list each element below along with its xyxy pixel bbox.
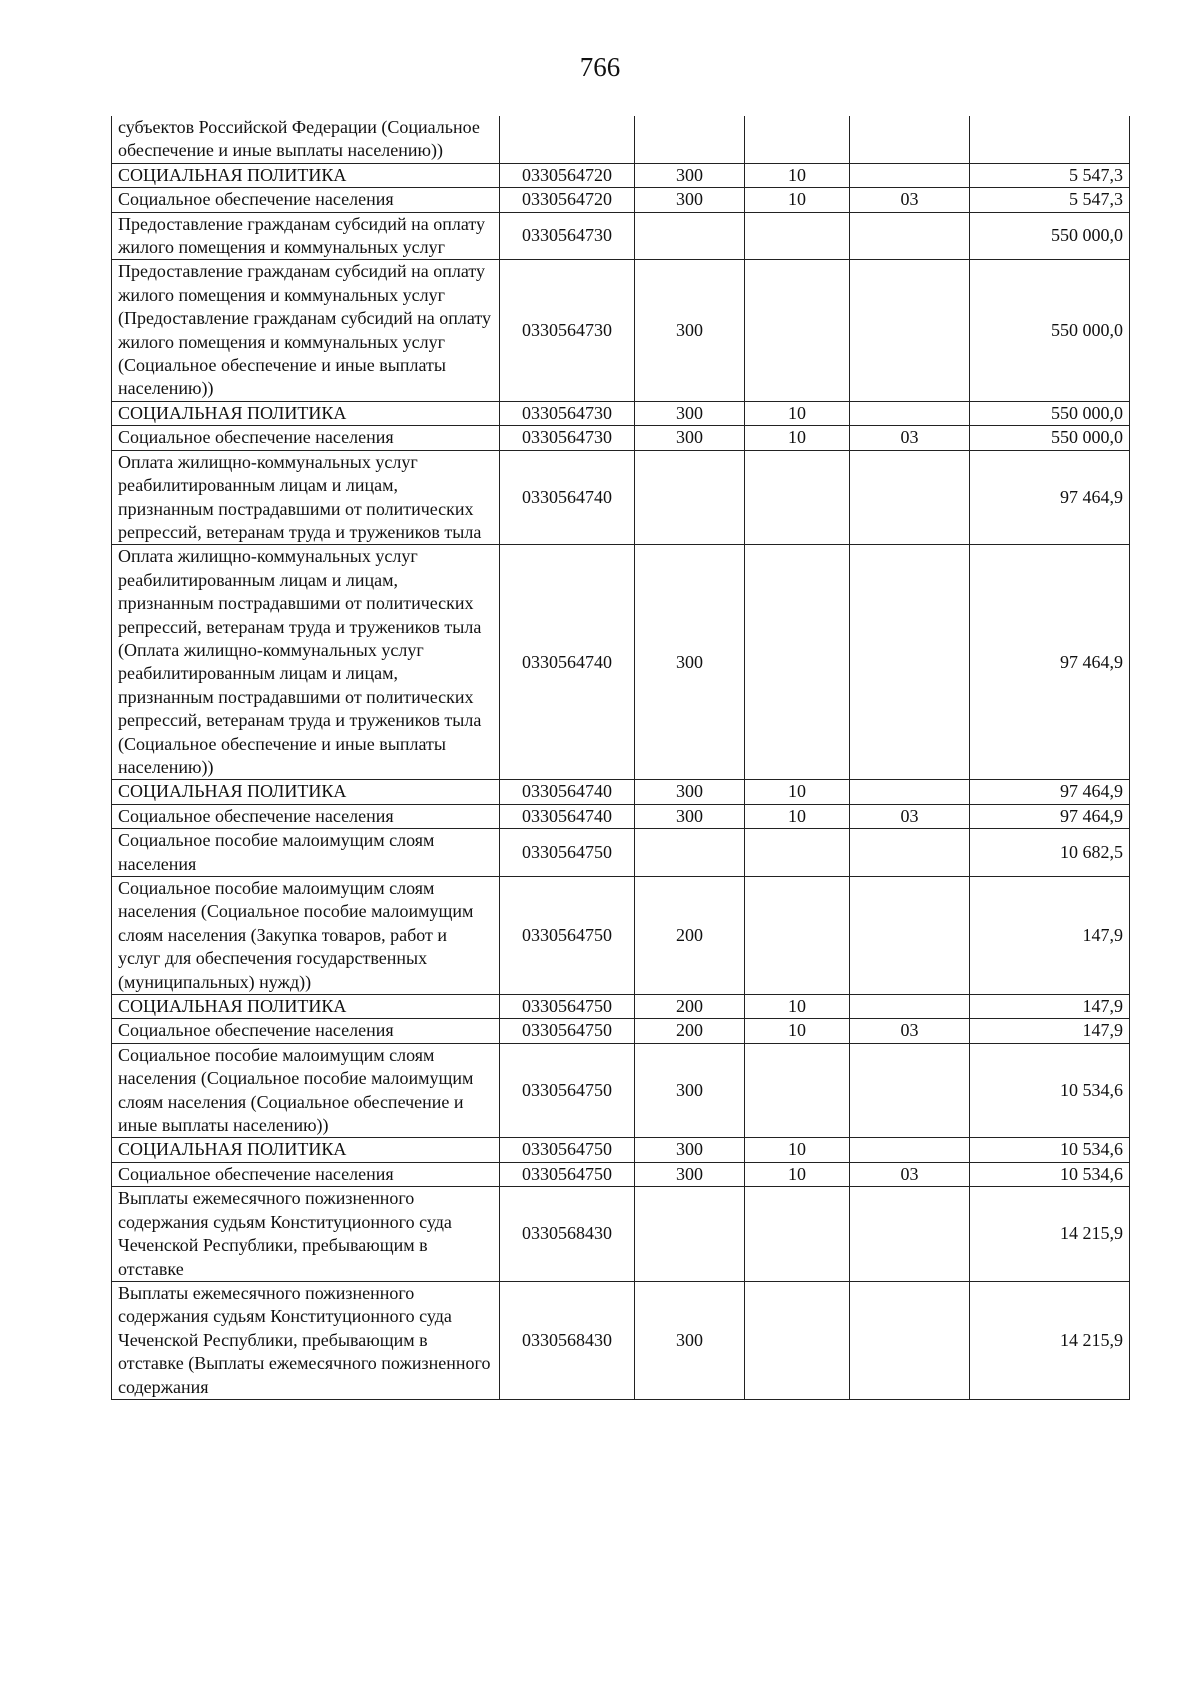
table-row	[112, 877, 1130, 995]
cell-section: 10	[745, 780, 850, 804]
table-row	[112, 1138, 1130, 1162]
cell-name: Социальное пособие малоимущим слоям населения	[112, 829, 500, 877]
cell-amount: 550 000,0	[970, 260, 1130, 401]
cell-code: 0330564730	[500, 426, 635, 450]
cell-subsection: 03	[850, 188, 970, 212]
cell-code: 0330564750	[500, 995, 635, 1019]
cell-amount: 10 534,6	[970, 1138, 1130, 1162]
cell-type	[635, 450, 745, 545]
cell-amount: 550 000,0	[970, 401, 1130, 425]
cell-type: 300	[635, 260, 745, 401]
cell-code: 0330564750	[500, 1019, 635, 1043]
budget-table	[111, 116, 1130, 1400]
table-row	[112, 188, 1130, 212]
cell-section	[745, 829, 850, 877]
cell-name: Социальное пособие малоимущим слоям населения (Социальное пособие малоимущим слоям населения (Закупка товаров, работ и услуг для обеспечения государственных (муниципальных) нужд))	[112, 877, 500, 995]
cell-code: 0330564740	[500, 804, 635, 828]
cell-section: 10	[745, 995, 850, 1019]
cell-amount: 147,9	[970, 995, 1130, 1019]
cell-name: Социальное обеспечение населения	[112, 1019, 500, 1043]
cell-name: Оплата жилищно-коммунальных услуг реабилитированным лицам и лицам, признанным пострадавшими от политических репрессий, ветеранам труда и тружеников тыла	[112, 450, 500, 545]
cell-name: СОЦИАЛЬНАЯ ПОЛИТИКА	[112, 780, 500, 804]
cell-name: Предоставление гражданам субсидий на оплату жилого помещения и коммунальных услуг	[112, 212, 500, 260]
cell-subsection	[850, 829, 970, 877]
cell-subsection	[850, 163, 970, 187]
cell-subsection	[850, 1281, 970, 1399]
cell-section	[745, 877, 850, 995]
cell-name: Социальное обеспечение населения	[112, 188, 500, 212]
cell-type: 300	[635, 426, 745, 450]
cell-type	[635, 1187, 745, 1282]
cell-type	[635, 212, 745, 260]
table-row	[112, 545, 1130, 780]
cell-subsection	[850, 1187, 970, 1282]
cell-section	[745, 116, 850, 163]
cell-subsection: 03	[850, 426, 970, 450]
cell-name: СОЦИАЛЬНАЯ ПОЛИТИКА	[112, 401, 500, 425]
cell-section: 10	[745, 804, 850, 828]
cell-subsection: 03	[850, 804, 970, 828]
cell-type: 300	[635, 780, 745, 804]
cell-type: 300	[635, 163, 745, 187]
cell-type: 300	[635, 188, 745, 212]
table-row	[112, 426, 1130, 450]
cell-section: 10	[745, 1138, 850, 1162]
cell-amount: 5 547,3	[970, 188, 1130, 212]
cell-name: Оплата жилищно-коммунальных услуг реабилитированным лицам и лицам, признанным пострадавшими от политических репрессий, ветеранам труда и тружеников тыла (Оплата жилищно-коммунальных услуг реабилитированным лицам и лицам, признанным пострадавшими от политических репрессий, ветеранам труда и тружеников тыла (Социальное обеспечение и иные выплаты населению))	[112, 545, 500, 780]
cell-amount: 97 464,9	[970, 450, 1130, 545]
cell-name: СОЦИАЛЬНАЯ ПОЛИТИКА	[112, 995, 500, 1019]
cell-amount: 97 464,9	[970, 545, 1130, 780]
table-row	[112, 1043, 1130, 1138]
cell-type	[635, 116, 745, 163]
cell-code: 0330564740	[500, 780, 635, 804]
cell-name: Выплаты ежемесячного пожизненного содержания судьям Конституционного суда Чеченской Республики, пребывающим в отставке	[112, 1187, 500, 1282]
cell-code: 0330568430	[500, 1187, 635, 1282]
cell-amount: 147,9	[970, 1019, 1130, 1043]
cell-name: Социальное обеспечение населения	[112, 804, 500, 828]
cell-type: 300	[635, 1138, 745, 1162]
cell-type: 300	[635, 545, 745, 780]
cell-amount: 97 464,9	[970, 804, 1130, 828]
cell-type: 300	[635, 1162, 745, 1186]
cell-section: 10	[745, 1162, 850, 1186]
cell-code: 0330564750	[500, 1138, 635, 1162]
table-row	[112, 163, 1130, 187]
table-row	[112, 780, 1130, 804]
cell-amount: 550 000,0	[970, 212, 1130, 260]
cell-name: Предоставление гражданам субсидий на оплату жилого помещения и коммунальных услуг (Предоставление гражданам субсидий на оплату жилого помещения и коммунальных услуг (Социальное обеспечение и иные выплаты населению))	[112, 260, 500, 401]
cell-amount: 550 000,0	[970, 426, 1130, 450]
cell-subsection	[850, 450, 970, 545]
table-row	[112, 1187, 1130, 1282]
cell-name: СОЦИАЛЬНАЯ ПОЛИТИКА	[112, 1138, 500, 1162]
cell-code	[500, 116, 635, 163]
cell-type: 300	[635, 1043, 745, 1138]
cell-subsection	[850, 260, 970, 401]
table-row	[112, 450, 1130, 545]
cell-section	[745, 1187, 850, 1282]
cell-amount: 147,9	[970, 877, 1130, 995]
table-row	[112, 260, 1130, 401]
cell-name: Выплаты ежемесячного пожизненного содержания судьям Конституционного суда Чеченской Республики, пребывающим в отставке (Выплаты ежемесячного пожизненного содержания	[112, 1281, 500, 1399]
cell-code: 0330564720	[500, 163, 635, 187]
cell-type: 300	[635, 401, 745, 425]
cell-section: 10	[745, 426, 850, 450]
cell-subsection	[850, 116, 970, 163]
cell-subsection	[850, 212, 970, 260]
cell-section	[745, 1281, 850, 1399]
cell-section: 10	[745, 188, 850, 212]
cell-section	[745, 260, 850, 401]
table-row	[112, 995, 1130, 1019]
cell-code: 0330564730	[500, 260, 635, 401]
cell-section: 10	[745, 163, 850, 187]
table-row	[112, 829, 1130, 877]
table-row	[112, 401, 1130, 425]
cell-code: 0330564750	[500, 829, 635, 877]
cell-amount: 5 547,3	[970, 163, 1130, 187]
cell-amount: 10 534,6	[970, 1043, 1130, 1138]
page-number: 766	[579, 52, 621, 82]
cell-code: 0330564750	[500, 1043, 635, 1138]
cell-code: 0330564750	[500, 877, 635, 995]
cell-type: 200	[635, 1019, 745, 1043]
cell-subsection	[850, 877, 970, 995]
cell-section	[745, 450, 850, 545]
table-row	[112, 116, 1130, 163]
cell-type	[635, 829, 745, 877]
cell-code: 0330564740	[500, 545, 635, 780]
cell-subsection	[850, 995, 970, 1019]
cell-name: субъектов Российской Федерации (Социальное обеспечение и иные выплаты населению))	[112, 116, 500, 163]
cell-code: 0330564730	[500, 401, 635, 425]
cell-name: Социальное обеспечение населения	[112, 426, 500, 450]
cell-code: 0330564730	[500, 212, 635, 260]
cell-section: 10	[745, 401, 850, 425]
cell-subsection	[850, 1138, 970, 1162]
table-body	[112, 116, 1130, 1399]
cell-amount: 10 534,6	[970, 1162, 1130, 1186]
cell-code: 0330564750	[500, 1162, 635, 1186]
table-row	[112, 804, 1130, 828]
cell-code: 0330564720	[500, 188, 635, 212]
cell-section	[745, 545, 850, 780]
cell-type: 200	[635, 995, 745, 1019]
cell-name: Социальное обеспечение населения	[112, 1162, 500, 1186]
table-row	[112, 1019, 1130, 1043]
table-row	[112, 1281, 1130, 1399]
cell-section: 10	[745, 1019, 850, 1043]
cell-subsection	[850, 545, 970, 780]
cell-amount: 97 464,9	[970, 780, 1130, 804]
cell-name: СОЦИАЛЬНАЯ ПОЛИТИКА	[112, 163, 500, 187]
cell-subsection: 03	[850, 1019, 970, 1043]
cell-code: 0330564740	[500, 450, 635, 545]
table-row	[112, 1162, 1130, 1186]
cell-type: 300	[635, 1281, 745, 1399]
cell-type: 200	[635, 877, 745, 995]
cell-subsection	[850, 401, 970, 425]
cell-code: 0330568430	[500, 1281, 635, 1399]
cell-amount: 14 215,9	[970, 1187, 1130, 1282]
cell-section	[745, 212, 850, 260]
cell-subsection	[850, 780, 970, 804]
cell-name: Социальное пособие малоимущим слоям населения (Социальное пособие малоимущим слоям населения (Социальное обеспечение и иные выплаты населению))	[112, 1043, 500, 1138]
cell-type: 300	[635, 804, 745, 828]
cell-subsection: 03	[850, 1162, 970, 1186]
cell-amount	[970, 116, 1130, 163]
cell-section	[745, 1043, 850, 1138]
cell-amount: 10 682,5	[970, 829, 1130, 877]
cell-subsection	[850, 1043, 970, 1138]
cell-amount: 14 215,9	[970, 1281, 1130, 1399]
table-row	[112, 212, 1130, 260]
